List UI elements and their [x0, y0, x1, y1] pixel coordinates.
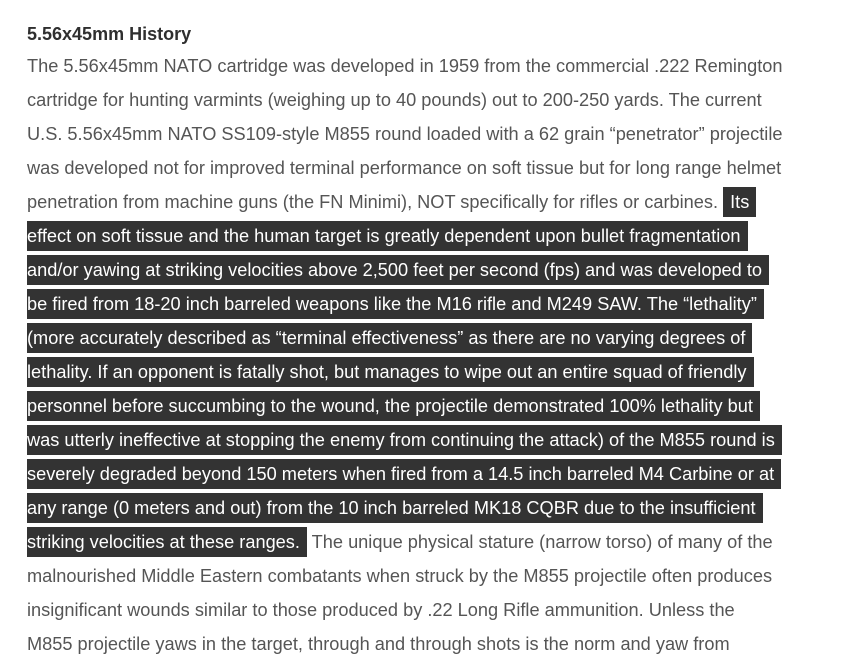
highlighted-selection[interactable]: be fired from 18-20 inch barreled weapons like the M16 rifle and M249 SAW. The “lethality”: [27, 289, 764, 319]
article-paragraph: [27, 49, 857, 661]
text-run: The 5.56x45mm NATO cartridge was developed in 1959 from the commercial .222 Remington: [27, 56, 783, 76]
paragraph-line: [27, 287, 857, 321]
highlighted-selection[interactable]: and/or yawing at striking velocities above 2,500 feet per second (fps) and was developed to: [27, 255, 769, 285]
text-run: penetration from machine guns (the FN Minimi), NOT specifically for rifles or carbines.: [27, 192, 724, 212]
text-run: U.S. 5.56x45mm NATO SS109-style M855 round loaded with a 62 grain “penetrator” projectile: [27, 124, 783, 144]
paragraph-line: [27, 389, 857, 423]
text-run: cartridge for hunting varmints (weighing up to 40 pounds) out to 200-250 yards. The current: [27, 90, 762, 110]
paragraph-line: [27, 83, 857, 117]
paragraph-line: [27, 559, 857, 593]
highlighted-selection[interactable]: severely degraded beyond 150 meters when fired from a 14.5 inch barreled M4 Carbine or at: [27, 459, 781, 489]
highlighted-selection[interactable]: effect on soft tissue and the human target is greatly dependent upon bullet fragmentation: [27, 221, 748, 251]
paragraph-line: [27, 117, 857, 151]
text-run: The unique physical stature (narrow torso) of many of the: [306, 532, 773, 552]
text-run: insignificant wounds similar to those produced by .22 Long Rifle ammunition. Unless the: [27, 600, 735, 620]
highlighted-selection[interactable]: was utterly ineffective at stopping the enemy from continuing the attack) of the M855 round is: [27, 425, 782, 455]
paragraph-line: [27, 525, 857, 559]
paragraph-line: [27, 355, 857, 389]
paragraph-line: [27, 219, 857, 253]
paragraph-line: [27, 49, 857, 83]
highlighted-selection[interactable]: striking velocities at these ranges.: [27, 527, 307, 557]
text-run: malnourished Middle Eastern combatants when struck by the M855 projectile often produces: [27, 566, 773, 586]
paragraph-line: [27, 627, 857, 661]
highlighted-selection[interactable]: lethality. If an opponent is fatally shot, but manages to wipe out an entire squad of friendly: [27, 357, 754, 387]
text-run: M855 projectile yaws in the target, through and through shots is the norm and yaw from: [27, 634, 730, 654]
highlighted-selection[interactable]: Its: [723, 187, 756, 217]
highlighted-selection[interactable]: personnel before succumbing to the wound, the projectile demonstrated 100% lethality but: [27, 391, 760, 421]
paragraph-line: [27, 491, 857, 525]
paragraph-line: [27, 423, 857, 457]
highlighted-selection[interactable]: (more accurately described as “terminal effectiveness” as there are no varying degrees of: [27, 323, 752, 353]
paragraph-line: [27, 253, 857, 287]
text-run: was developed not for improved terminal performance on soft tissue but for long range helmet: [27, 158, 782, 178]
paragraph-line: [27, 151, 857, 185]
paragraph-line: [27, 457, 857, 491]
paragraph-line: [27, 185, 857, 219]
paragraph-line: [27, 593, 857, 627]
article-section: [27, 19, 857, 661]
highlighted-selection[interactable]: any range (0 meters and out) from the 10 inch barreled MK18 CQBR due to the insufficient: [27, 493, 763, 523]
section-heading: 5.56x45mm History: [27, 24, 192, 44]
paragraph-line: [27, 321, 857, 355]
